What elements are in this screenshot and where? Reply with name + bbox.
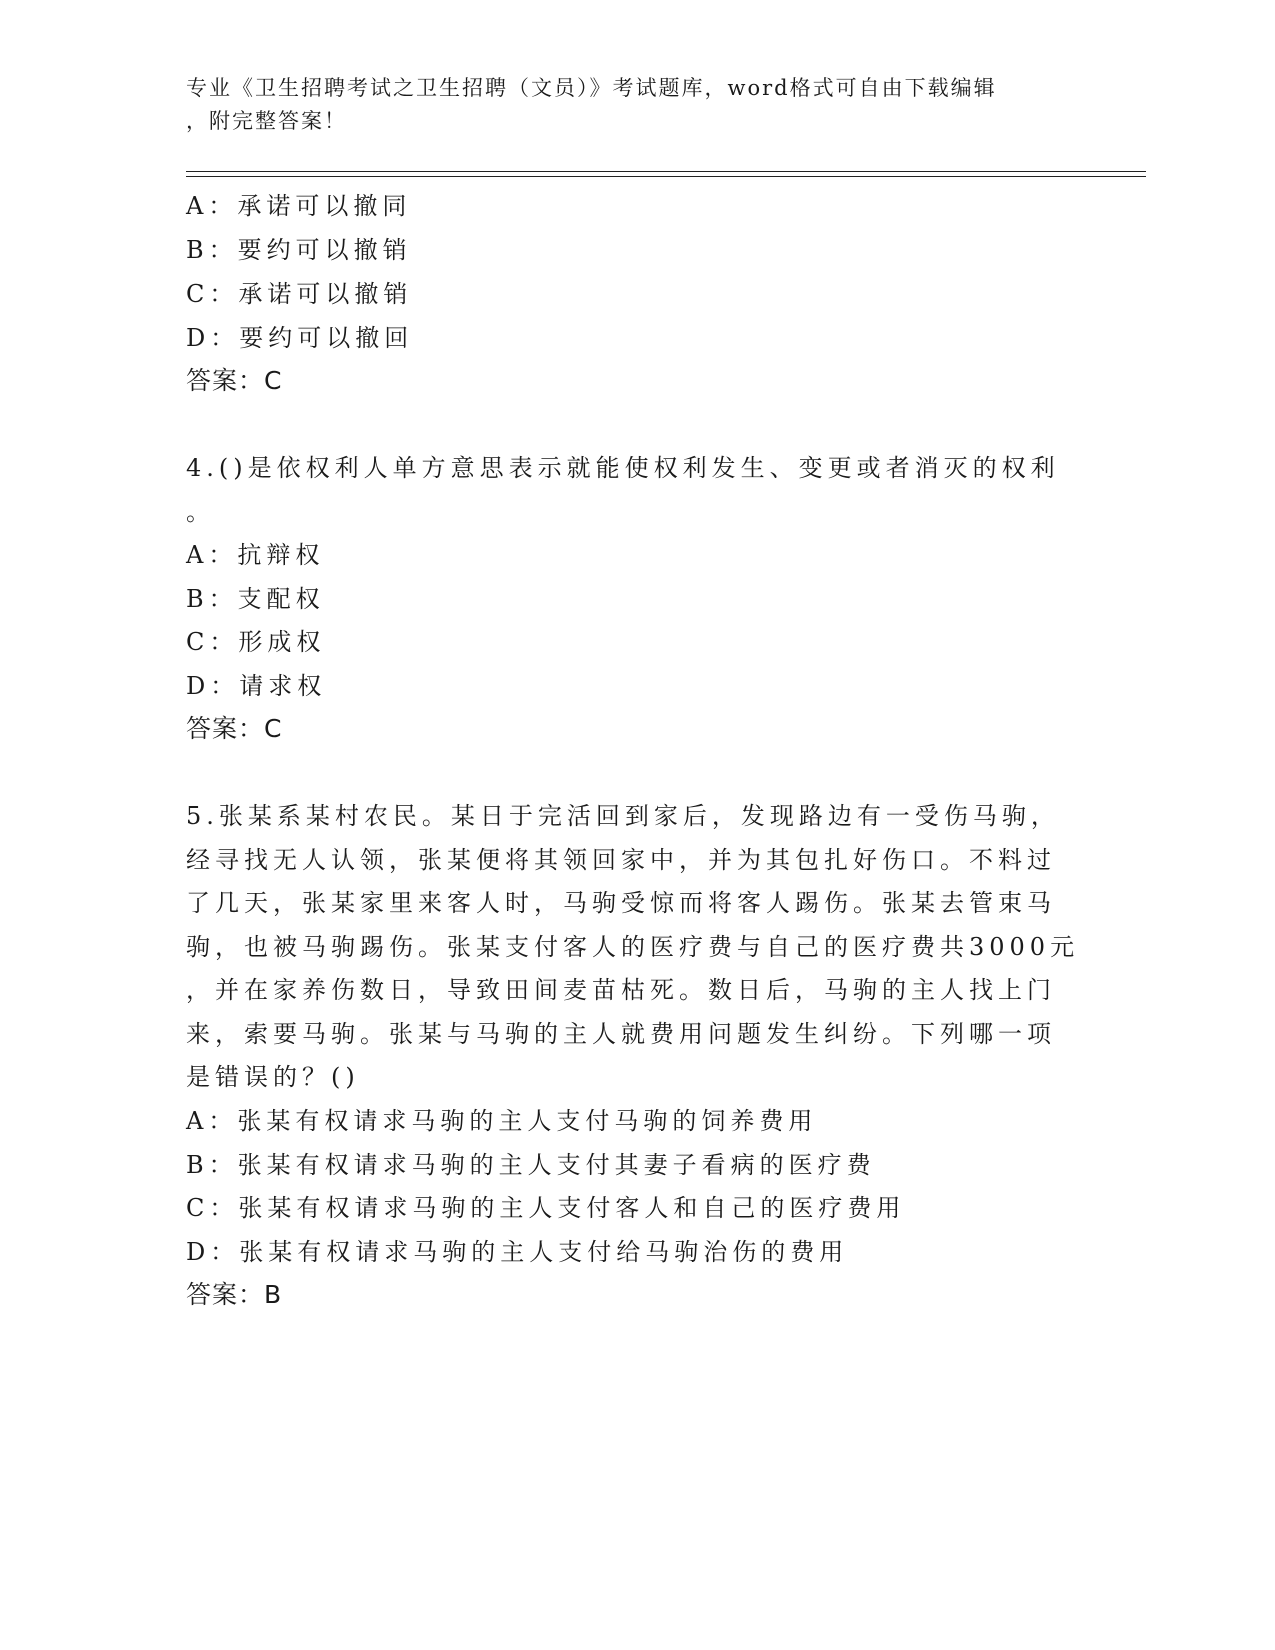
q4-option-a: A：抗辩权: [186, 541, 325, 569]
q5-option-a: A：张某有权请求马驹的主人支付马驹的饲养费用: [186, 1107, 818, 1135]
q5-option-b: B：张某有权请求马驹的主人支付其妻子看病的医疗费: [186, 1151, 876, 1179]
q5-option-c: C：张某有权请求马驹的主人支付客人和自己的医疗费用: [186, 1194, 906, 1222]
header-rule-top: [186, 171, 1146, 172]
q3-option-b: B：要约可以撤销: [186, 236, 412, 264]
q4-option-c: C：形成权: [186, 628, 326, 656]
q4-option-b: B：支配权: [186, 585, 325, 613]
document-header-line-2: ，附完整答案！: [186, 109, 347, 133]
q5-stem-line-4: 驹，也被马驹踢伤。张某支付客人的医疗费与自己的医疗费共3000元: [186, 933, 1080, 961]
document-header-line-1: 专业《卫生招聘考试之卫生招聘（文员）》考试题库，word格式可自由下载编辑: [186, 76, 997, 100]
q5-answer: 答案：B: [186, 1280, 283, 1309]
q5-stem-line-5: ，并在家养伤数日，导致田间麦苗枯死。数日后，马驹的主人找上门: [186, 976, 1056, 1004]
q5-stem-line-7: 是错误的？(): [186, 1063, 360, 1091]
q3-option-a: A：承诺可以撤同: [186, 192, 412, 220]
q5-stem-line-3: 了几天，张某家里来客人时，马驹受惊而将客人踢伤。张某去管束马: [186, 889, 1056, 917]
q5-stem-line-2: 经寻找无人认领，张某便将其领回家中，并为其包扎好伤口。不料过: [186, 846, 1056, 874]
q4-stem-line-1: 4.()是依权利人单方意思表示就能使权利发生、变更或者消灭的权利: [186, 454, 1060, 482]
q5-option-d: D：张某有权请求马驹的主人支付给马驹治伤的费用: [186, 1238, 849, 1266]
q5-stem-line-6: 来，索要马驹。张某与马驹的主人就费用问题发生纠纷。下列哪一项: [186, 1020, 1056, 1048]
q4-answer: 答案：C: [186, 714, 283, 743]
q3-option-c: C：承诺可以撤销: [186, 280, 413, 308]
header-rule-bottom: [186, 176, 1146, 177]
q5-stem-line-1: 5.张某系某村农民。某日于完活回到家后，发现路边有一受伤马驹，: [186, 802, 1060, 830]
q4-stem-line-2: 。: [186, 498, 215, 526]
q4-option-d: D：请求权: [186, 672, 327, 700]
q3-answer: 答案：C: [186, 366, 283, 395]
q3-option-d: D：要约可以撤回: [186, 324, 414, 352]
